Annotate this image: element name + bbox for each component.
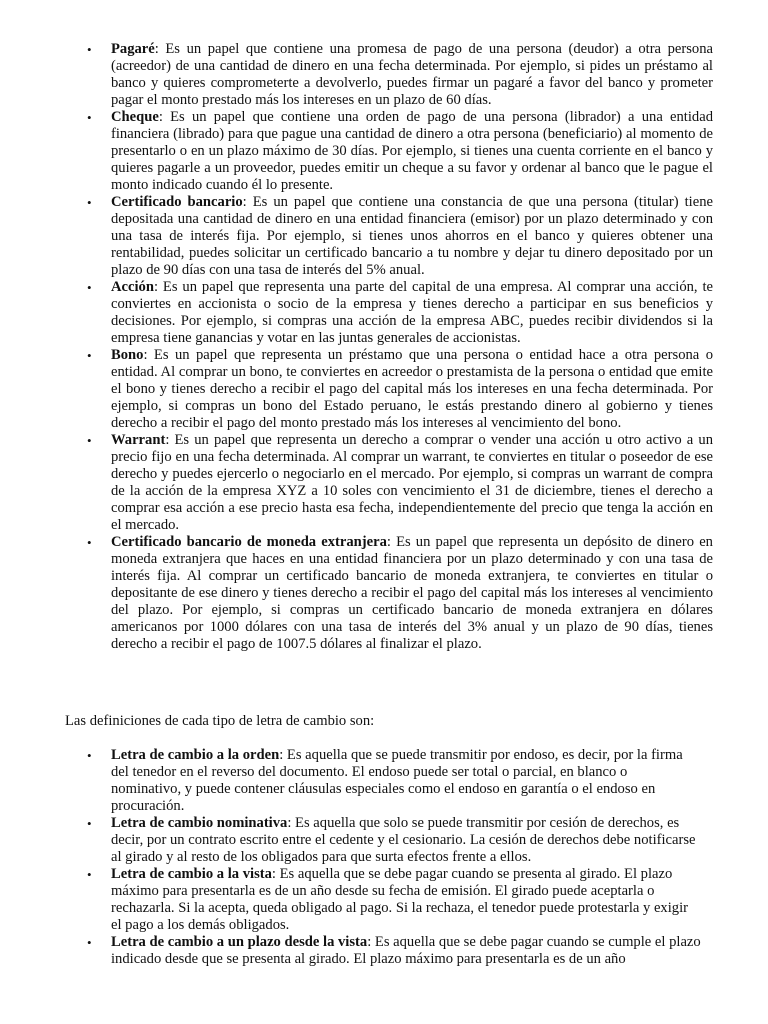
bullet-icon: • [87, 280, 92, 295]
term-label: Letra de cambio nominativa [111, 815, 288, 831]
list-item-certificado-bancario [87, 194, 713, 279]
term-label: Certificado bancario [111, 194, 243, 210]
term-label: Letra de cambio a la orden [111, 747, 280, 763]
term-definition: : Es un papel que contiene una promesa de pago de una persona (deudor) a otra persona (acreedor) de una cantidad de dinero en una fecha determinada. Por ejemplo, si pides un préstamo al banco y quieres comprometerte a devolverlo, puedes firmar un pagaré a favor del banco y prometer pagar el monto prestado más los intereses en un plazo de 60 días. [111, 41, 713, 108]
bill-of-exchange-list [87, 747, 701, 968]
securities-list [87, 41, 713, 653]
bullet-icon: • [87, 935, 92, 950]
term-definition: : Es un papel que contiene una orden de pago de una persona (librador) a una entidad financiera (librado) para que pague una cantidad de dinero a otra persona (beneficiario) al momento de presentarlo o en un plazo máximo de 30 días. Por ejemplo, si tienes una cuenta corriente en el banco y quieres pagarle a un proveedor, puedes emitir un cheque a su favor y ordenar al banco que le pague el monto indicado cuando él lo presente. [111, 109, 713, 193]
bullet-icon: • [87, 195, 92, 210]
list-item-certificado-moneda-extranjera [87, 534, 713, 653]
term-definition: : Es un papel que representa un depósito de dinero en moneda extranjera que haces en una entidad financiera por un plazo determinado y con una tasa de interés fija. Al comprar un certificado bancario de moneda extranjera, te conviertes en titular o depositante de ese dinero y tienes derecho a recibir el pago del capital más los intereses al vencimiento del plazo. Por ejemplo, si compras un certificado bancario de moneda extranjera en dólares americanos por 1000 dólares con una tasa de interés del 3% anual y un plazo de 90 días, tienes derecho a recibir el pago de 1007.5 dólares al finalizar el plazo. [111, 534, 713, 652]
term-label: Warrant [111, 432, 166, 448]
term-label: Letra de cambio a un plazo desde la vista [111, 934, 368, 950]
term-definition: : Es aquella que se debe pagar cuando se presenta al girado. El plazo máximo para presentarla es de un año desde su fecha de emisión. El girado puede aceptarla o rechazarla. Si la acepta, queda obligado al pago. Si la rechaza, el tenedor puede protestarla y exigir el pago a los demás obligados. [111, 866, 688, 933]
term-definition: : Es aquella que se debe pagar cuando se cumple el plazo indicado desde que se presenta al girado. El plazo máximo para presentarla es de un año [111, 934, 701, 967]
list-item-letra-a-la-orden [87, 747, 701, 815]
section-intro: Las definiciones de cada tipo de letra de cambio son: [65, 713, 375, 729]
term-definition: : Es un papel que contiene una constancia de que una persona (titular) tiene depositada una cantidad de dinero en una entidad financiera (emisor) por un plazo determinado y con una tasa de interés fija. Por ejemplo, si tienes unos ahorros en el banco y quieres obtener una rentabilidad, puedes solicitar un certificado bancario a tu nombre y dejar tu dinero depositado por un plazo de 90 días con una tasa de interés del 5% anual. [111, 194, 713, 278]
term-definition: : Es aquella que solo se puede transmitir por cesión de derechos, es decir, por un contrato escrito entre el cedente y el cesionario. La cesión de derechos debe notificarse al girado y al resto de los obligados para que surta efectos frente a ellos. [111, 815, 696, 865]
bullet-icon: • [87, 748, 92, 763]
bullet-icon: • [87, 867, 92, 882]
list-item-letra-nominativa [87, 815, 701, 866]
term-label: Pagaré [111, 41, 155, 57]
term-definition: : Es un papel que representa una parte del capital de una empresa. Al comprar una acción, te conviertes en accionista o socio de la empresa y tienes derecho a participar en sus beneficios y decisiones. Por ejemplo, si compras una acción de la empresa ABC, puedes recibir dividendos si la empresa tiene ganancias y votar en las juntas generales de accionistas. [111, 279, 713, 346]
bullet-icon: • [87, 110, 92, 125]
list-item-warrant [87, 432, 713, 534]
bullet-icon: • [87, 535, 92, 550]
bullet-icon: • [87, 42, 92, 57]
term-label: Cheque [111, 109, 159, 125]
term-label: Acción [111, 279, 154, 295]
list-item-pagare [87, 41, 713, 109]
list-item-letra-plazo-desde-vista [87, 934, 701, 968]
term-definition: : Es un papel que representa un derecho a comprar o vender una acción u otro activo a un precio fijo en una fecha determinada. Al comprar un warrant, te conviertes en titular o poseedor de ese derecho y puedes ejercerlo o negociarlo en el mercado. Por ejemplo, si compras un warrant de compra de la acción de la empresa XYZ a 10 soles con vencimiento el 31 de diciembre, tienes el derecho a comprar esa acción a ese precio hasta esa fecha, independientemente del precio que tenga la acción en el mercado. [111, 432, 713, 533]
list-item-bono [87, 347, 713, 432]
list-item-accion [87, 279, 713, 347]
bullet-icon: • [87, 433, 92, 448]
term-definition: : Es un papel que representa un préstamo que una persona o entidad hace a otra persona o entidad. Al comprar un bono, te conviertes en acreedor o prestamista de la persona o entidad que emite el bono y tienes derecho a recibir el pago del capital más los intereses en una fecha determinada. Por ejemplo, si compras un bono del Estado peruano, le estás prestando dinero al gobierno y tienes derecho a recibir el pago del monto prestado más los intereses al vencimiento del bono. [111, 347, 713, 431]
term-definition: : Es aquella que se puede transmitir por endoso, es decir, por la firma del tenedor en el reverso del documento. El endoso puede ser total o parcial, en blanco o nominativo, y puede contener cláusulas especiales como el endoso en garantía o el endoso en procuración. [111, 747, 683, 814]
term-label: Letra de cambio a la vista [111, 866, 272, 882]
bullet-icon: • [87, 816, 92, 831]
term-label: Certificado bancario de moneda extranjera [111, 534, 387, 550]
bullet-icon: • [87, 348, 92, 363]
term-label: Bono [111, 347, 144, 363]
list-item-cheque [87, 109, 713, 194]
list-item-letra-a-la-vista [87, 866, 701, 934]
